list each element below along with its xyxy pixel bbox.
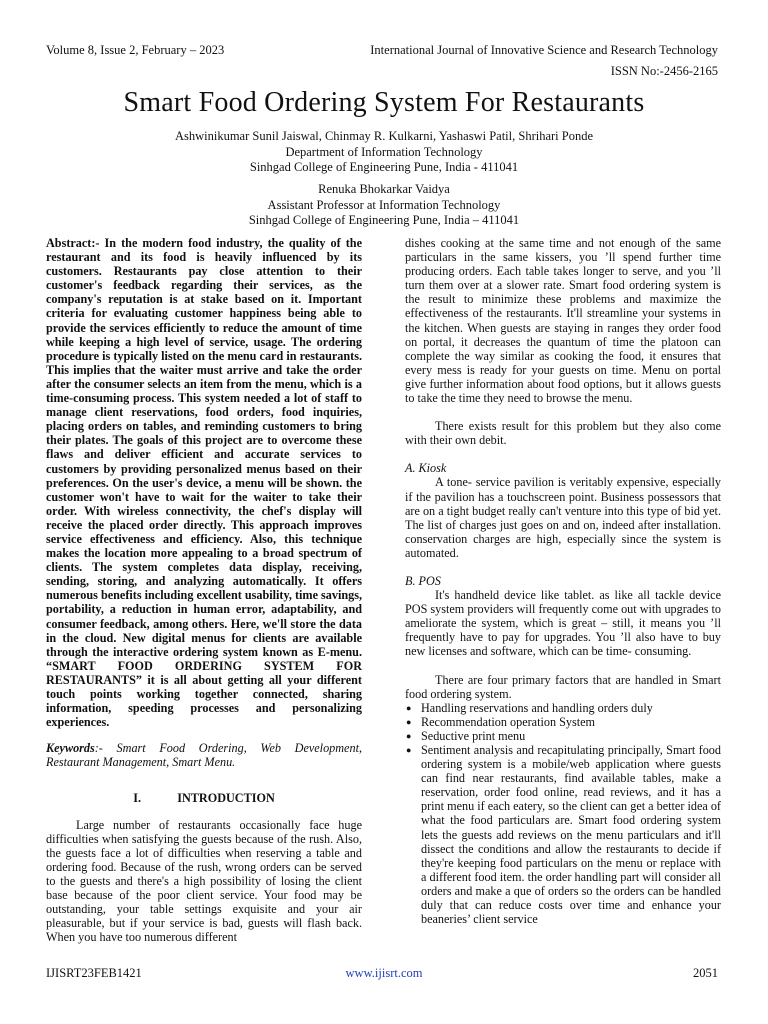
keywords-label: Keywords: [46, 741, 95, 756]
paper-code: IJISRT23FEB1421: [46, 966, 142, 980]
advisor-block: [0, 182, 768, 229]
journal-name: International Journal of Innovative Science and Research Technology: [370, 43, 718, 57]
intro-paragraph: Large number of restaurants occasionally face huge difficulties when satisfying the guests because of the rush. Also, the guests face a lot of difficulties when reserving a table and ordering food. Because of the rush, wrong orders can be served to the guests and there's a high possibility of losing the client base because of the poor client service. Your food may be outstanding, your table settings exquisite and your air pleasurable, but if your service is bad, guests will flash back. When you have too numerous different: [46, 817, 362, 945]
section-number: I.: [133, 791, 142, 806]
list-item: ● Seductive print menu: [405, 729, 721, 743]
list-item: ● Recommendation operation System: [405, 715, 721, 729]
right-paragraph-2: There exists result for this problem but they also come with their own debit.: [405, 419, 721, 448]
keywords: [46, 741, 362, 769]
author-college: Sinhgad College of Engineering Pune, India - 411041: [249, 160, 519, 174]
right-column: [405, 236, 721, 926]
subsection-pos-text: It's handheld device like tablet. as like all tackle device POS system providers will frequently come out with upgrades to ameliorate the system, which is great – still, it means you ’ll frequently have to pay for upgrades. You ’ll also have to buy new licenses and software, which can be time- consuming.: [405, 588, 721, 659]
advisor-name: Renuka Bhokarkar Vaidya: [318, 182, 450, 196]
advisor-title: Assistant Professor at Information Technology: [267, 197, 501, 212]
right-paragraph-1: dishes cooking at the same time and not enough of the same particulars in the same kissers, you ’ll spend further time producing orders. Each table takes longer to serve, and you ’ll turn them over at a slower rate. Smart food ordering system is the result to minimize these problems and maximize the effectiveness of the restaurants. It'll streamline your systems in the kitchen. When guests are staying in ranges they order food on portal, it decreases the quantum of time the platoon can complete the way similar as cooking the food, it ensures that every mess is ready for your guests on time. Menu on portal give further information about food options, but it allows guests to take the time they need to browse the menu.: [405, 236, 721, 406]
list-item: ● Handling reservations and handling orders duly: [405, 701, 721, 715]
volume-issue: Volume 8, Issue 2, February – 2023: [46, 43, 225, 57]
keywords-text: :- Smart Food Ordering, Web Development, Restaurant Management, Smart Menu.: [46, 741, 362, 770]
subsection-pos-heading: B. POS: [405, 573, 441, 588]
issn: ISSN No:-2456-2165: [610, 64, 718, 78]
abstract: Abstract:- In the modern food industry, the quality of the restaurant and its food is heavily influenced by its customers. Restaurants pay close attention to their customer's feedback regarding their services, as the company's reputation is at stake based on it. Important criteria for evaluating customer happiness being able to provide the services efficiently to reduce the amount of time while keeping a high level of service, usage. The ordering procedure is typically listed on the menu card in restaurants. This implies that the waiter must arrive and take the order after the consumer selects an item from the menu, which is a time-consuming process. This system needed a lot of staff to manage client reservations, food orders, food inquiries, placing orders on tables, and reminding customers to bring their plates. The goals of this project are to overcome these flaws and deliver efficient and accurate services to customers by providing personalized menus based on their preferences. On the user's device, a menu will be shown. the customer won't have to wait for the waiter to take their order. With wireless connectivity, the chef's display will receive the placed order directly. This approach improves service effectiveness and efficiency. Also, this technique makes the location more appealing to a broad spectrum of clients. The system completes data display, receiving, sending, storing, and analyzing automatically. It offers numerous benefits including excellent usability, time savings, portability, a reduction in human error, adaptability, and consumer feedback, among others. Here, we'll store the data in the cloud. New digital menus for clients are available through the interactive ordering system known as E-menu. “SMART FOOD ORDERING SYSTEM FOR RESTAURANTS” it is all about getting all your different touch points working together connected, sharing information, speeding processes and personalizing experiences.: [46, 236, 362, 730]
paper-title: Smart Food Ordering System For Restaurants: [123, 87, 645, 118]
journal-url-link[interactable]: www.ijisrt.com: [345, 966, 423, 980]
author-block: [0, 129, 768, 176]
list-item: ● Sentiment analysis and recapitulating principally, Smart food ordering system is a mobile/web application where guests can find near restaurants, find available tables, make a reservation, order food online, read reviews, and it has a print menu if each eatery, so the client can get a better idea of what the food particulars are. Smart food ordering system lets the guests add reviews on the menu particulars and it'll dissect the conditions and allow the restaurants to decide if they're keeping food particulars on the menu or replace with a different food item. the order handling part will consider all orders and make a que of orders so the orders can be handled duly that can reduce costs over time and enhance your beaneries’ client service: [405, 743, 721, 926]
advisor-college: Sinhgad College of Engineering Pune, India – 411041: [248, 213, 520, 227]
subsection-kiosk-text: A tone- service pavilion is veritably expensive, especially if the pavilion has a touchscreen point. Business possessors that are on a tight budget really can't venture into this type of bid yet. The list of charges just goes on and on, indeed after installation. conservation charges are high, especially since the system is automated.: [405, 475, 721, 560]
left-column: [46, 236, 362, 944]
factors-list: [405, 701, 721, 927]
section-heading-introduction: [46, 791, 362, 805]
subsection-kiosk-heading: A. Kiosk: [405, 461, 447, 476]
author-department: Department of Information Technology: [285, 144, 483, 159]
author-names: Ashwinikumar Sunil Jaiswal, Chinmay R. Kulkarni, Yashaswi Patil, Shrihari Ponde: [174, 129, 594, 143]
section-title: INTRODUCTION: [177, 791, 275, 806]
page-number: 2051: [693, 966, 718, 980]
factors-intro: There are four primary factors that are handled in Smart food ordering system.: [405, 672, 721, 701]
